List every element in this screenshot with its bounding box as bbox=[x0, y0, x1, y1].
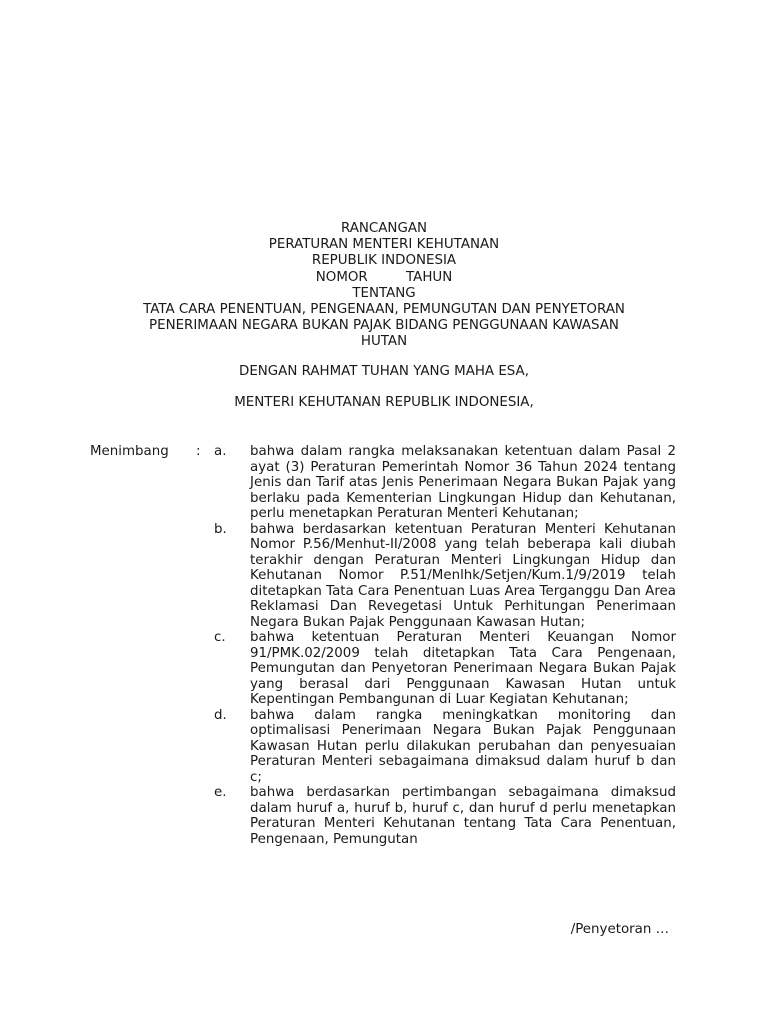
considering-colon: : bbox=[196, 444, 201, 459]
header-line-about: TENTANG bbox=[352, 285, 416, 301]
header-line-country: REPUBLIK INDONESIA bbox=[311, 253, 457, 269]
header-line-title-1: TATA CARA PENENTUAN, PENGENAAN, PEMUNGUTAN DAN PENYETORAN bbox=[143, 302, 625, 318]
item-letter: d. bbox=[214, 707, 227, 723]
document-header bbox=[0, 221, 768, 351]
page-continuation: /Penyetoran … bbox=[570, 922, 669, 937]
considering-label: Menimbang bbox=[90, 444, 169, 459]
item-letter: c. bbox=[214, 630, 226, 645]
header-line-title-2: PENERIMAAN NEGARA BUKAN PAJAK BIDANG PENGGUNAAN KAWASAN bbox=[149, 318, 619, 334]
item-text: bahwa berdasarkan pertimbangan sebagaimana dimaksud dalam huruf a, huruf b, huruf c, dan huruf d perlu menetapkan Peraturan Menteri Kehutanan tentang Tata Cara Penentuan, Pengenaan, Pemungutan bbox=[250, 785, 676, 847]
list-item bbox=[214, 444, 676, 522]
list-item bbox=[214, 785, 676, 847]
list-item bbox=[214, 630, 676, 708]
item-letter: b. bbox=[214, 521, 227, 537]
item-text: bahwa ketentuan Peraturan Menteri Keuangan Nomor 91/PMK.02/2009 telah ditetapkan Tata Cara Pengenaan, Pemungutan dan Penyetoran Penerimaan Negara Bukan Pajak yang berasal dari Penggunaan Kawasan Hutan untuk Kepentingan Pembangunan di Luar Kegiatan Kehutanan; bbox=[250, 630, 676, 707]
header-line-number-year: NOMOR TAHUN bbox=[315, 269, 453, 285]
item-text: bahwa dalam rangka melaksanakan ketentuan dalam Pasal 2 ayat (3) Peraturan Pemerintah Nomor 36 Tahun 2024 tentang Jenis dan Tarif atas Jenis Penerimaan Negara Bukan Pajak yang berlaku pada Kementerian Lingkungan Hidup dan Kehutanan, perlu menetapkan Peraturan Menteri Kehutanan; bbox=[250, 444, 676, 521]
item-text: bahwa dalam rangka meningkatkan monitoring dan optimalisasi Penerimaan Negara Bukan Pajak Penggunaan Kawasan Hutan perlu dilakukan perubahan dan penyesuaian Peraturan Menteri sebagaimana dimaksud dalam huruf b dan c; bbox=[250, 707, 676, 785]
header-line-regulation: PERATURAN MENTERI KEHUTANAN bbox=[268, 237, 500, 253]
opening-blessing: DENGAN RAHMAT TUHAN YANG MAHA ESA, bbox=[239, 364, 529, 379]
list-item bbox=[214, 522, 676, 631]
header-line-draft: RANCANGAN bbox=[340, 221, 428, 236]
item-letter: a. bbox=[214, 444, 227, 459]
item-text: bahwa berdasarkan ketentuan Peraturan Menteri Kehutanan Nomor P.56/Menhut-II/2008 yang telah beberapa kali diubah terakhir dengan Peraturan Menteri Lingkungan Hidup dan Kehutanan Nomor P.51/Menlhk/Setjen/Kum.1/9/2019 telah ditetapkan Tata Cara Penentuan Luas Area Terganggu Dan Area Reklamasi Dan Revegetasi Untuk Perhitungan Penerimaan Negara Bukan Pajak Penggunaan Kawasan Hutan; bbox=[250, 521, 676, 630]
considerations-list bbox=[214, 444, 676, 847]
opening-minister: MENTERI KEHUTANAN REPUBLIK INDONESIA, bbox=[234, 395, 534, 410]
list-item bbox=[214, 708, 676, 786]
header-line-title-3: HUTAN bbox=[360, 334, 408, 350]
item-letter: e. bbox=[214, 785, 227, 800]
